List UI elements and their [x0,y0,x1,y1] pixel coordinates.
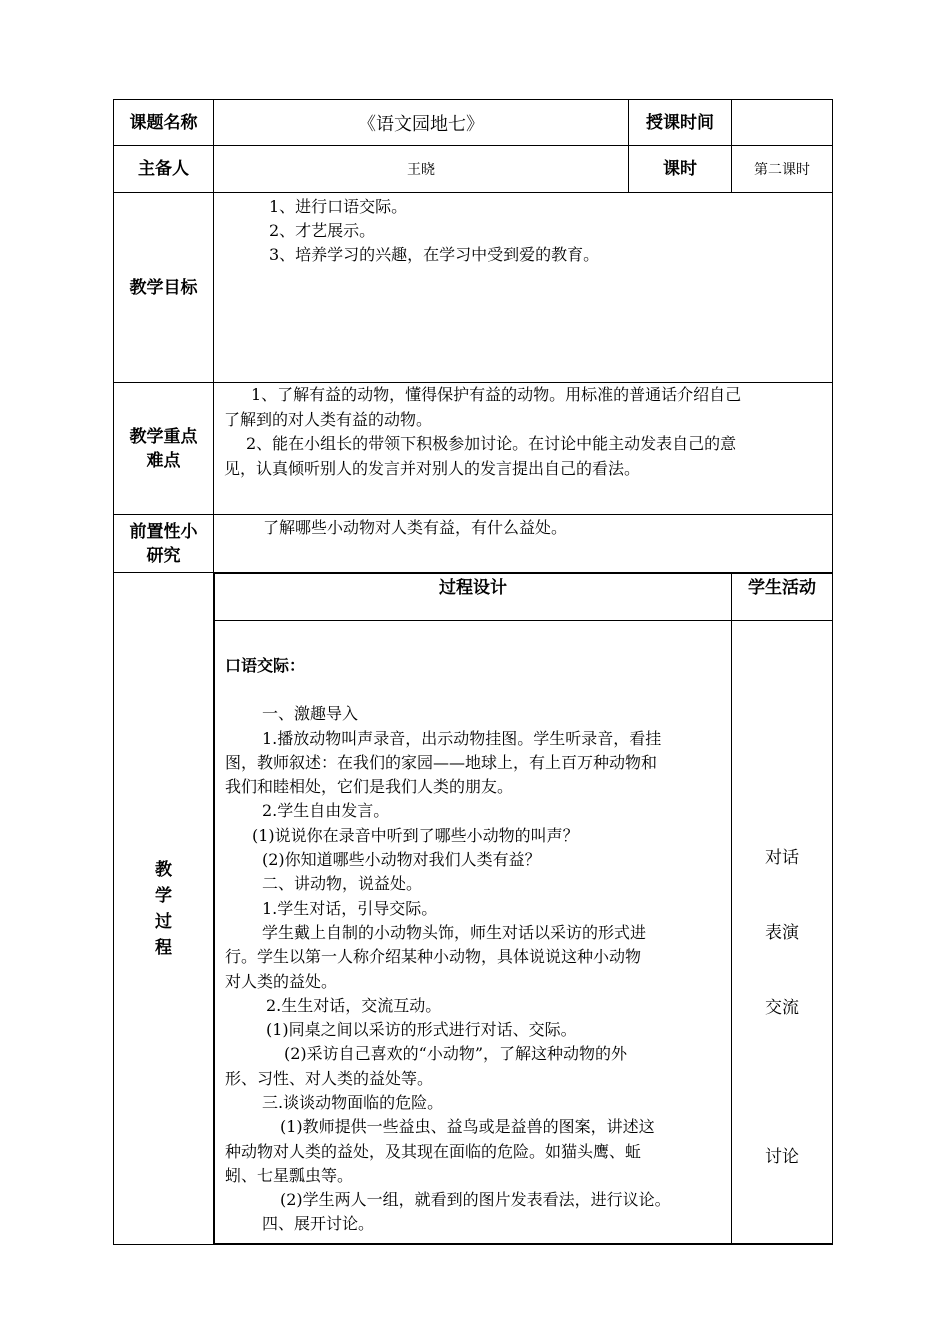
process-line: 三.谈谈动物面临的危险。 [262,1092,444,1112]
topic-value: 《语文园地七》 [214,100,629,146]
process-line: 1.播放动物叫声录音，出示动物挂图。学生听录音，看挂 [262,728,662,748]
key-point-line: 了解到的对人类有益的动物。 [224,409,433,429]
key-point-line: 1、了解有益的动物，懂得保护有益的动物。用标准的普通话介绍自己 [251,385,742,404]
design-body [215,621,732,1244]
process-line: 行。学生以第一人称介绍某种小动物，具体说说这种小动物 [225,947,642,967]
process-label-char: 学 [155,885,172,906]
process-label [114,573,214,1245]
goals-content [214,193,833,383]
process-line: 1.学生对话，引导交际。 [262,898,438,918]
goals-label: 教学目标 [114,193,214,383]
process-line: 种动物对人类的益处，及其现在面临的危险。如猫头鹰、蚯 [225,1141,642,1161]
process-line: 二、讲动物，说益处。 [262,874,423,894]
process-line: 2.生生对话，交流互动。 [266,995,442,1015]
time-value [732,100,833,146]
key-points-label-line2: 难点 [146,450,181,471]
process-line: 一、激趣导入 [262,704,359,724]
key-point-line: 见，认真倾听别人的发言并对别人的发言提出自己的看法。 [224,458,641,478]
process-inner-table [214,573,833,1244]
preparer-value: 王晓 [214,146,629,193]
process-line: (2)采访自己喜欢的“小动物”，了解这种动物的外 [284,1044,628,1064]
pre-study-label [114,515,214,573]
goal-line: 3、培养学习的兴趣，在学习中受到爱的教育。 [269,245,600,264]
process-line: (1)说说你在录音中听到了哪些小动物的叫声？ [252,825,579,845]
process-content [214,573,833,1245]
key-point-line: 2、能在小组长的带领下积极参加讨论。在讨论中能主动发表自己的意 [246,434,737,453]
section-title: 口语交际： [225,656,306,676]
pre-study-content [214,515,833,573]
design-header: 过程设计 [215,574,732,621]
process-label-char: 过 [155,911,172,932]
goal-line: 1、进行口语交际。 [269,197,408,216]
activity-item: 讨论 [765,1147,799,1167]
preparer-label: 主备人 [114,146,214,193]
process-line: (2)学生两人一组，就看到的图片发表看法，进行议论。 [280,1190,671,1210]
period-value: 第二课时 [732,146,833,193]
topic-label: 课题名称 [114,100,214,146]
process-line: (2)你知道哪些小动物对我们人类有益？ [262,850,541,870]
process-line: (1)同桌之间以采访的形式进行对话、交际。 [266,1020,577,1040]
activity-item: 对话 [765,848,799,868]
activity-header: 学生活动 [732,574,833,621]
process-line: 2.学生自由发言。 [262,801,390,821]
process-label-char: 程 [155,937,172,958]
process-line: 对人类的益处。 [225,971,338,991]
pre-study-text: 了解哪些小动物对人类有益，有什么益处。 [263,518,568,537]
lesson-plan-table [113,99,833,1245]
activity-item: 表演 [765,923,799,943]
key-points-label-line1: 教学重点 [129,426,198,447]
process-line: 蚓、七星瓢虫等。 [225,1165,354,1185]
process-line: 图，教师叙述：在我们的家园——地球上，有上百万种动物和 [225,752,658,772]
activity-body [732,621,833,1244]
activity-item: 交流 [765,998,799,1018]
process-line: (1)教师提供一些益虫、益鸟或是益兽的图案，讲述这 [280,1117,655,1137]
pre-study-label-line1: 前置性小 [129,521,198,542]
process-line: 形、习性、对人类的益处等。 [225,1068,434,1088]
pre-study-label-line2: 研究 [146,545,181,566]
process-label-char: 教 [155,859,172,880]
period-label: 课时 [629,146,732,193]
time-label: 授课时间 [629,100,732,146]
key-points-label [114,383,214,515]
process-line: 学生戴上自制的小动物头饰，师生对话以采访的形式进 [262,922,647,942]
key-points-content [214,383,833,515]
process-line: 我们和睦相处，它们是我们人类的朋友。 [225,777,514,797]
goal-line: 2、才艺展示。 [269,221,376,240]
process-line: 四、展开讨论。 [262,1214,375,1234]
